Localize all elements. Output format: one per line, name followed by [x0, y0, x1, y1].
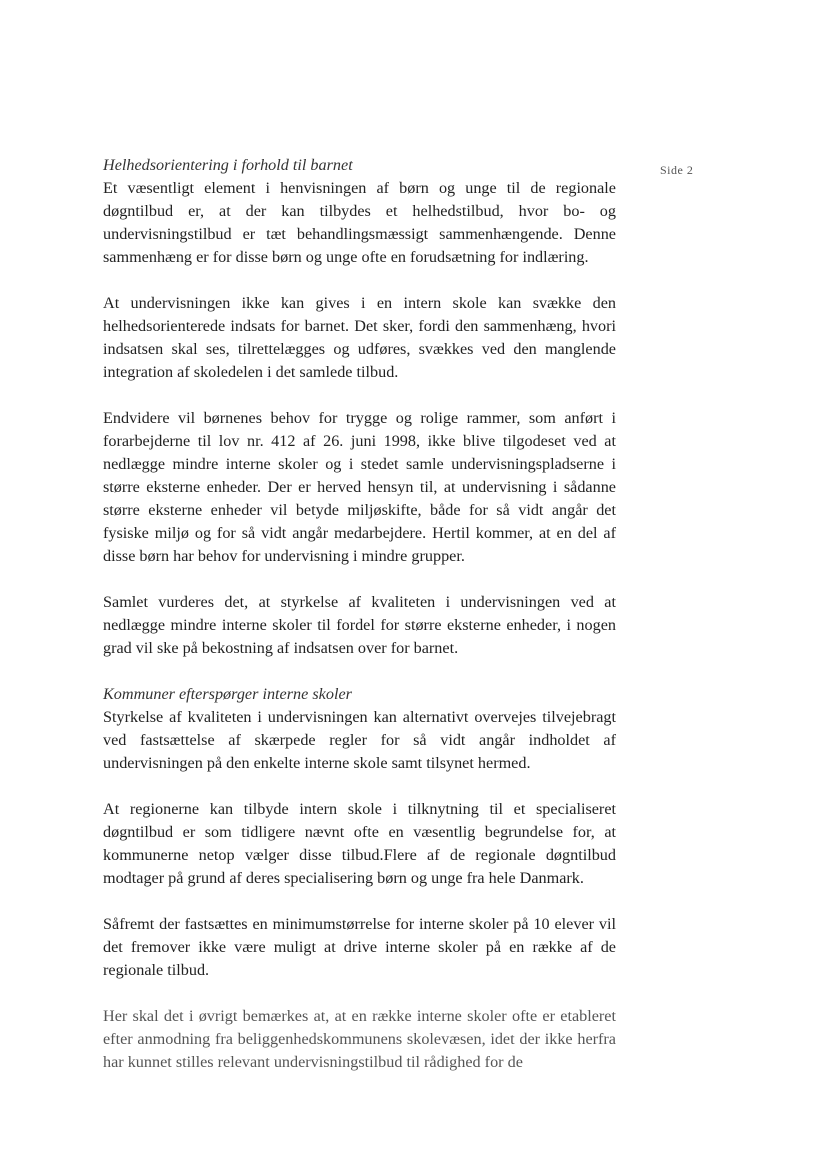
paragraph: At undervisningen ikke kan gives i en intern skole kan svække den helhedsorienterede indsats for barnet. Det sker, fordi den sammenhæng, hvori indsatsen skal ses, tilrettelægges og udføres, svækkes ved den manglende integration af skoledelen i det samlede tilbud. [103, 294, 616, 381]
section-heading: Kommuner efterspørger interne skoler [103, 685, 352, 703]
paragraph: At regionerne kan tilbyde intern skole i tilknytning til et specialiseret døgntilbud er som tidligere nævnt ofte en væsentlig begrundelse for, at kommunerne netop vælger disse tilbud.Flere af de regionale døgntilbud modtager på grund af deres specialisering børn og unge fra hele Danmark. [103, 800, 616, 887]
page-number: Side 2 [660, 163, 694, 177]
section-heading: Helhedsorientering i forhold til barnet [103, 156, 353, 174]
paragraph: Såfremt der fastsættes en minimumstørrelse for interne skoler på 10 elever vil det fremover ikke være muligt at drive interne skoler på en række af de regionale tilbud. [103, 915, 616, 979]
paragraph: Samlet vurderes det, at styrkelse af kvaliteten i undervisningen ved at nedlægge mindre interne skoler til fordel for større eksterne enheder, i nogen grad vil ske på bekostning af indsatsen over for barnet. [103, 593, 616, 657]
paragraph: Endvidere vil børnenes behov for trygge og rolige rammer, som anført i forarbejderne til lov nr. 412 af 26. juni 1998, ikke blive tilgodeset ved at nedlægge mindre interne skoler og i stedet samle undervisningspladserne i større eksterne enheder. Der er herved hensyn til, at undervisning i sådanne større eksterne enheder vil betyde miljøskifte, både for så vidt angår det fysiske miljø og for så vidt angår medarbejdere. Hertil kommer, at en del af disse børn har behov for undervisning i mindre grupper. [103, 409, 616, 565]
paragraph: Styrkelse af kvaliteten i undervisningen kan alternativt overvejes tilvejebragt ved fastsættelse af skærpede regler for så vidt angår indholdet af undervisningen på den enkelte interne skole samt tilsynet hermed. [103, 708, 616, 772]
paragraph: Et væsentligt element i henvisningen af børn og unge til de regionale døgntilbud er, at der kan tilbydes et helhedstilbud, hvor bo- og undervisningstilbud er tæt behandlingsmæssigt sammenhængende. Denne sammenhæng er for disse børn og unge ofte en forudsætning for indlæring. [103, 179, 616, 266]
paragraph: Her skal det i øvrigt bemærkes at, at en række interne skoler ofte er etableret efter anmodning fra beliggenhedskommunens skolevæsen, idet der ikke herfra har kunnet stilles relevant undervisningstilbud til rådighed for de [103, 1007, 616, 1071]
document-body [103, 154, 616, 1097]
